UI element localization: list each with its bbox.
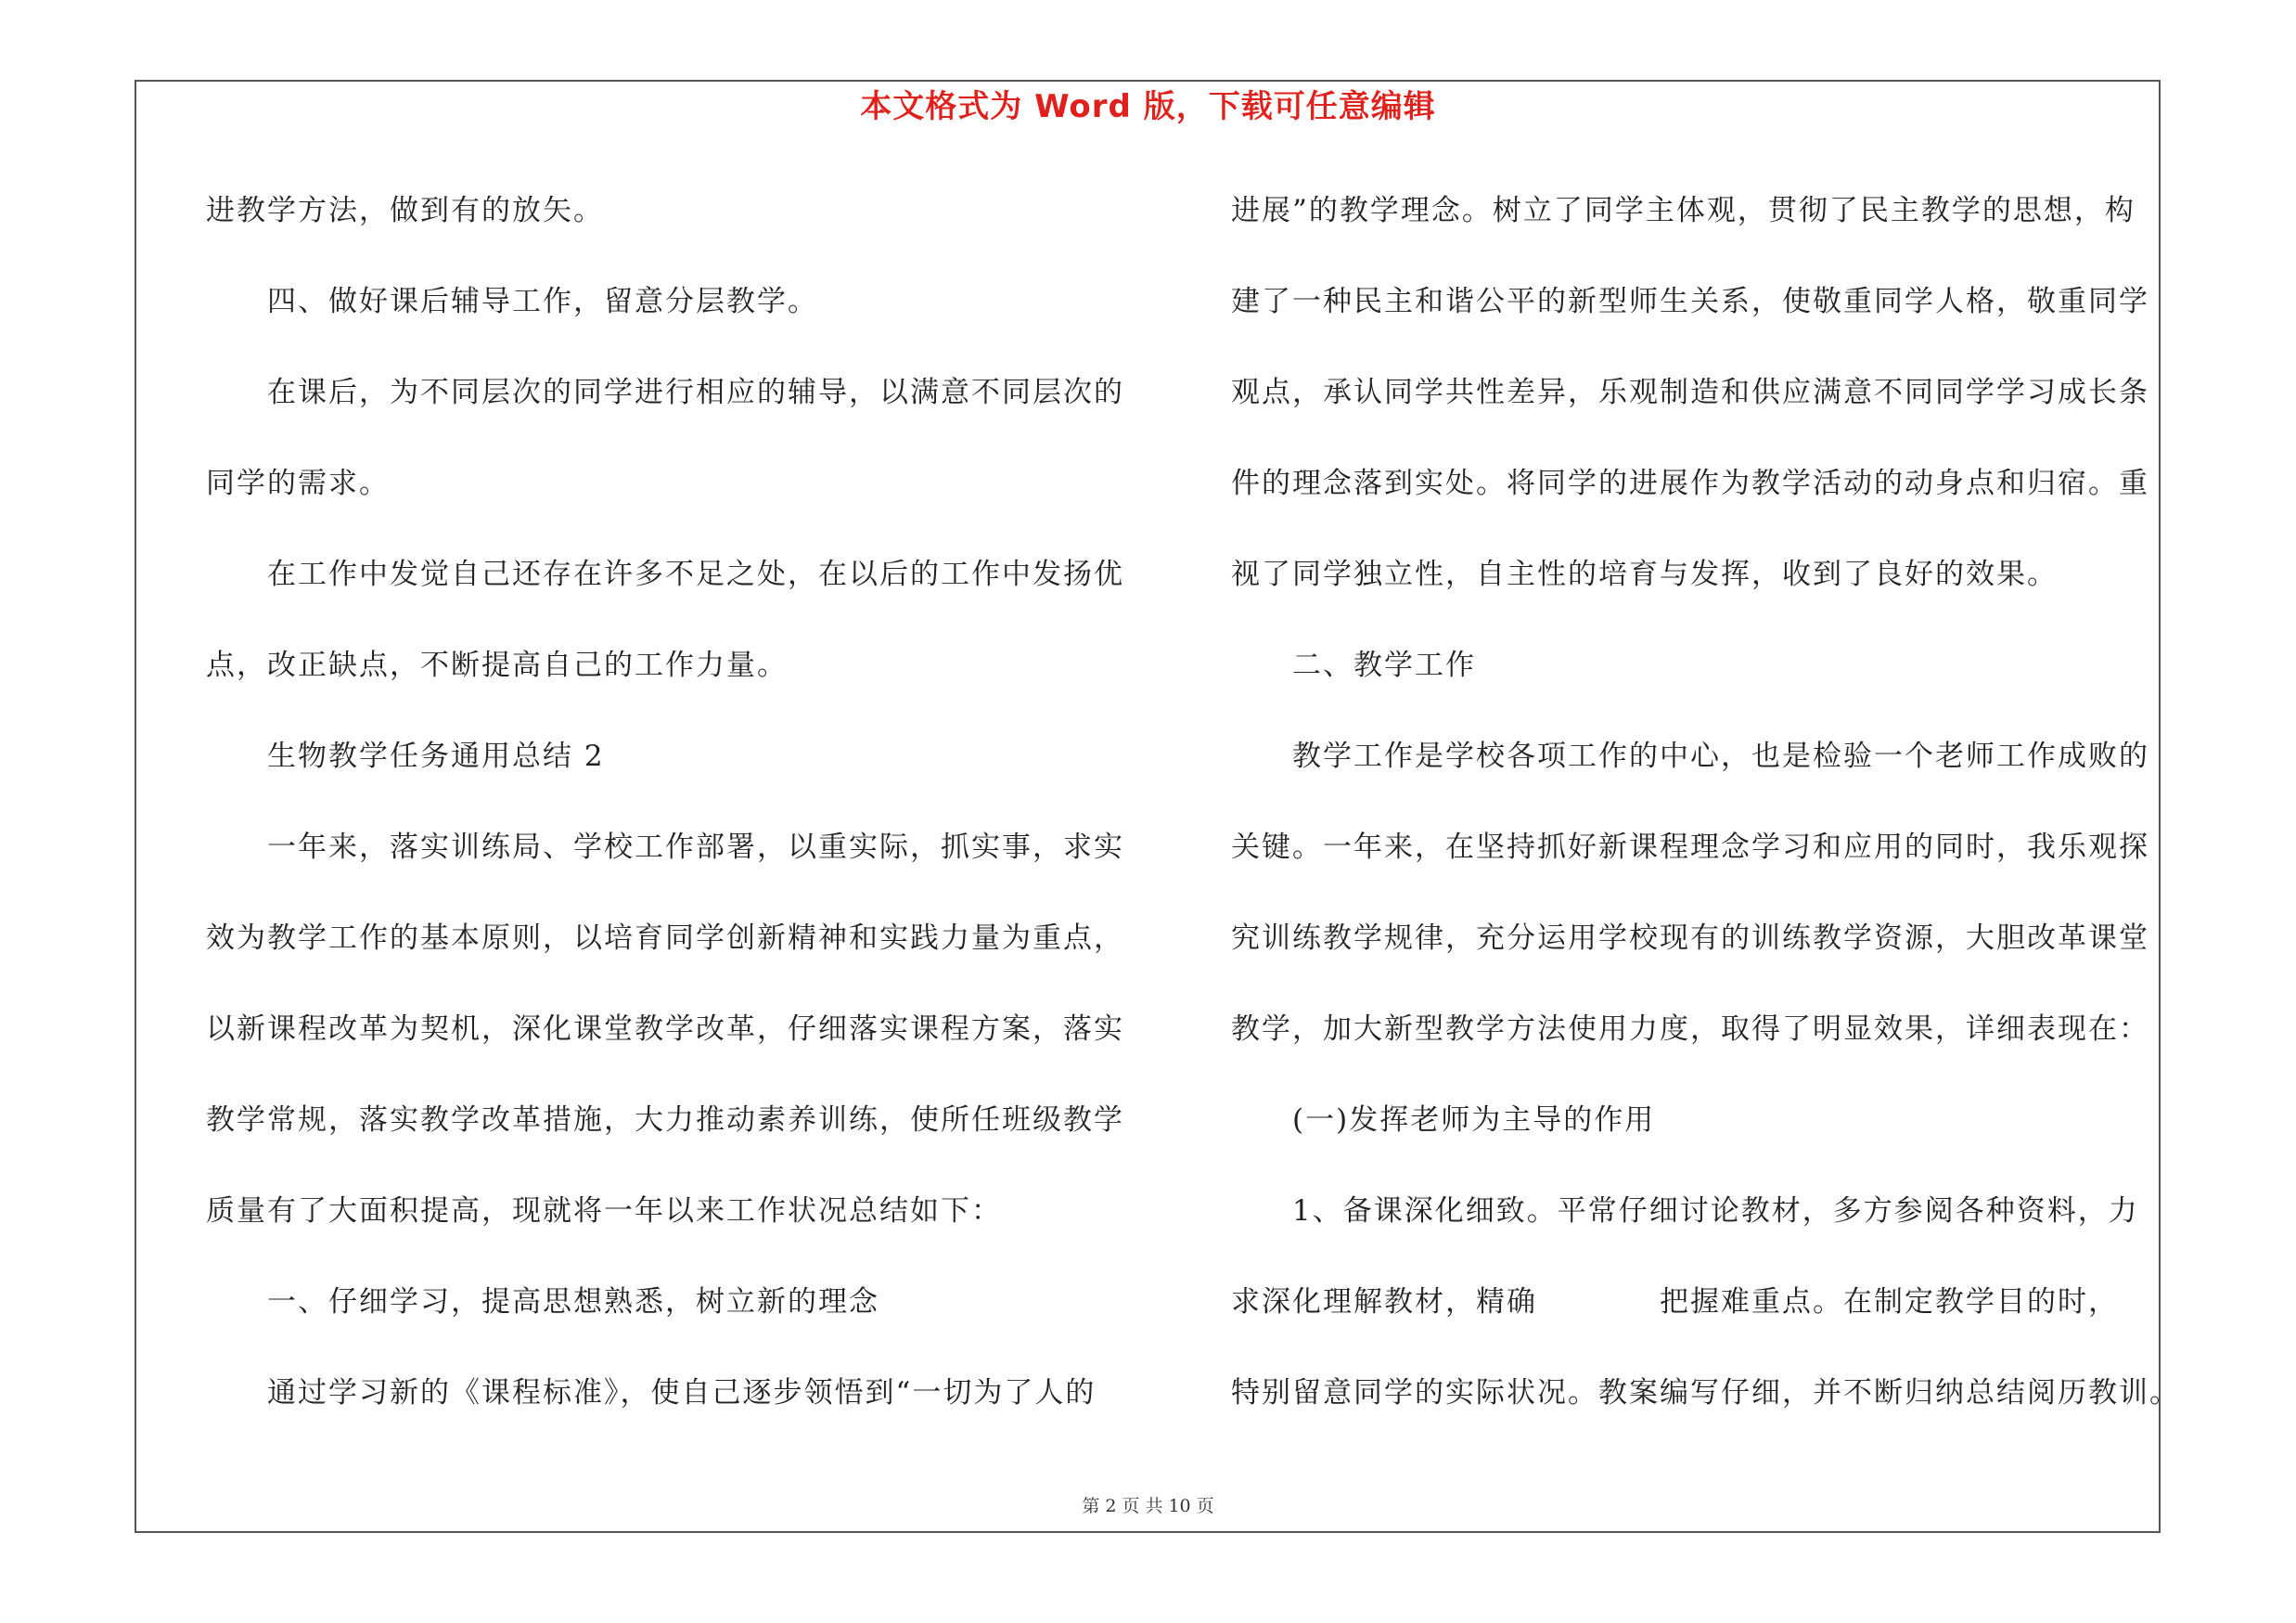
paragraph-line: 教学工作是学校各项工作的中心，也是检验一个老师工作成败的 [1292, 740, 2149, 773]
section-heading: 生物教学任务通用总结 2 [267, 740, 605, 773]
paragraph-line: 四、做好课后辅导工作，留意分层教学。 [267, 285, 818, 318]
watermark-banner: 本文格式为 Word 版，下载可任意编辑 [860, 88, 1436, 125]
paragraph-line: 建了一种民主和谐公平的新型师生关系，使敬重同学人格，敬重同学 [1231, 285, 2149, 318]
section-heading: 一、仔细学习，提高思想熟悉，树立新的理念 [267, 1285, 879, 1319]
total-page-count: 10 [1168, 1496, 1191, 1516]
current-page-number: 2 [1105, 1496, 1117, 1516]
paragraph-line: 求深化理解教材，精确 把握难重点。在制定教学目的时， [1231, 1285, 2119, 1319]
paragraph-line: 以新课程改革为契机，深化课堂教学改革，仔细落实课程方案，落实 [206, 1012, 1124, 1046]
page-number-footer [0, 1492, 2296, 1517]
section-heading: 二、教学工作 [1292, 649, 1476, 682]
footer-mid: 页 共 [1122, 1496, 1163, 1516]
paragraph-line: 视了同学独立性，自主性的培育与发挥，收到了良好的效果。 [1231, 558, 2058, 591]
paragraph-line: 点，改正缺点，不断提高自己的工作力量。 [206, 649, 788, 682]
right-column [1231, 182, 2180, 1455]
paragraph-line: 1、备课深化细致。平常仔细讨论教材，多方参阅各种资料，力 [1292, 1194, 2139, 1228]
left-column [206, 182, 1124, 1455]
footer-suffix: 页 [1196, 1496, 1214, 1516]
paragraph-line: 关键。一年来，在坚持抓好新课程理念学习和应用的同时，我乐观探 [1231, 831, 2149, 864]
paragraph-line: 同学的需求。 [206, 467, 390, 500]
paragraph-line: 进展”的教学理念。树立了同学主体观，贯彻了民主教学的思想，构 [1231, 194, 2136, 227]
paragraph-line: 在课后，为不同层次的同学进行相应的辅导，以满意不同层次的 [267, 376, 1124, 409]
paragraph-line: 通过学习新的《课程标准》，使自己逐步领悟到“一切为了人的 [267, 1376, 1097, 1410]
paragraph-line: 一年来，落实训练局、学校工作部署，以重实际，抓实事，求实 [267, 831, 1124, 864]
paragraph-line: 观点，承认同学共性差异，乐观制造和供应满意不同同学学习成长条 [1231, 376, 2149, 409]
paragraph-line: 进教学方法，做到有的放矢。 [206, 194, 604, 227]
paragraph-line: 件的理念落到实处。将同学的进展作为教学活动的动身点和归宿。重 [1231, 467, 2149, 500]
paragraph-line: 质量有了大面积提高，现就将一年以来工作状况总结如下： [206, 1194, 1002, 1228]
footer-prefix: 第 [1082, 1496, 1100, 1516]
paragraph-line: 效为教学工作的基本原则，以培育同学创新精神和实践力量为重点， [206, 921, 1124, 955]
paragraph-line: 教学常规，落实教学改革措施，大力推动素养训练，使所任班级教学 [206, 1103, 1124, 1137]
paragraph-line: 教学，加大新型教学方法使用力度，取得了明显效果，详细表现在： [1231, 1012, 2149, 1046]
section-heading: (一)发挥老师为主导的作用 [1292, 1103, 1656, 1137]
paragraph-line: 在工作中发觉自己还存在许多不足之处，在以后的工作中发扬优 [267, 558, 1124, 591]
paragraph-line: 究训练教学规律，充分运用学校现有的训练教学资源，大胆改革课堂 [1231, 921, 2149, 955]
paragraph-line: 特别留意同学的实际状况。教案编写仔细，并不断归纳总结阅历教训。 [1231, 1376, 2180, 1410]
